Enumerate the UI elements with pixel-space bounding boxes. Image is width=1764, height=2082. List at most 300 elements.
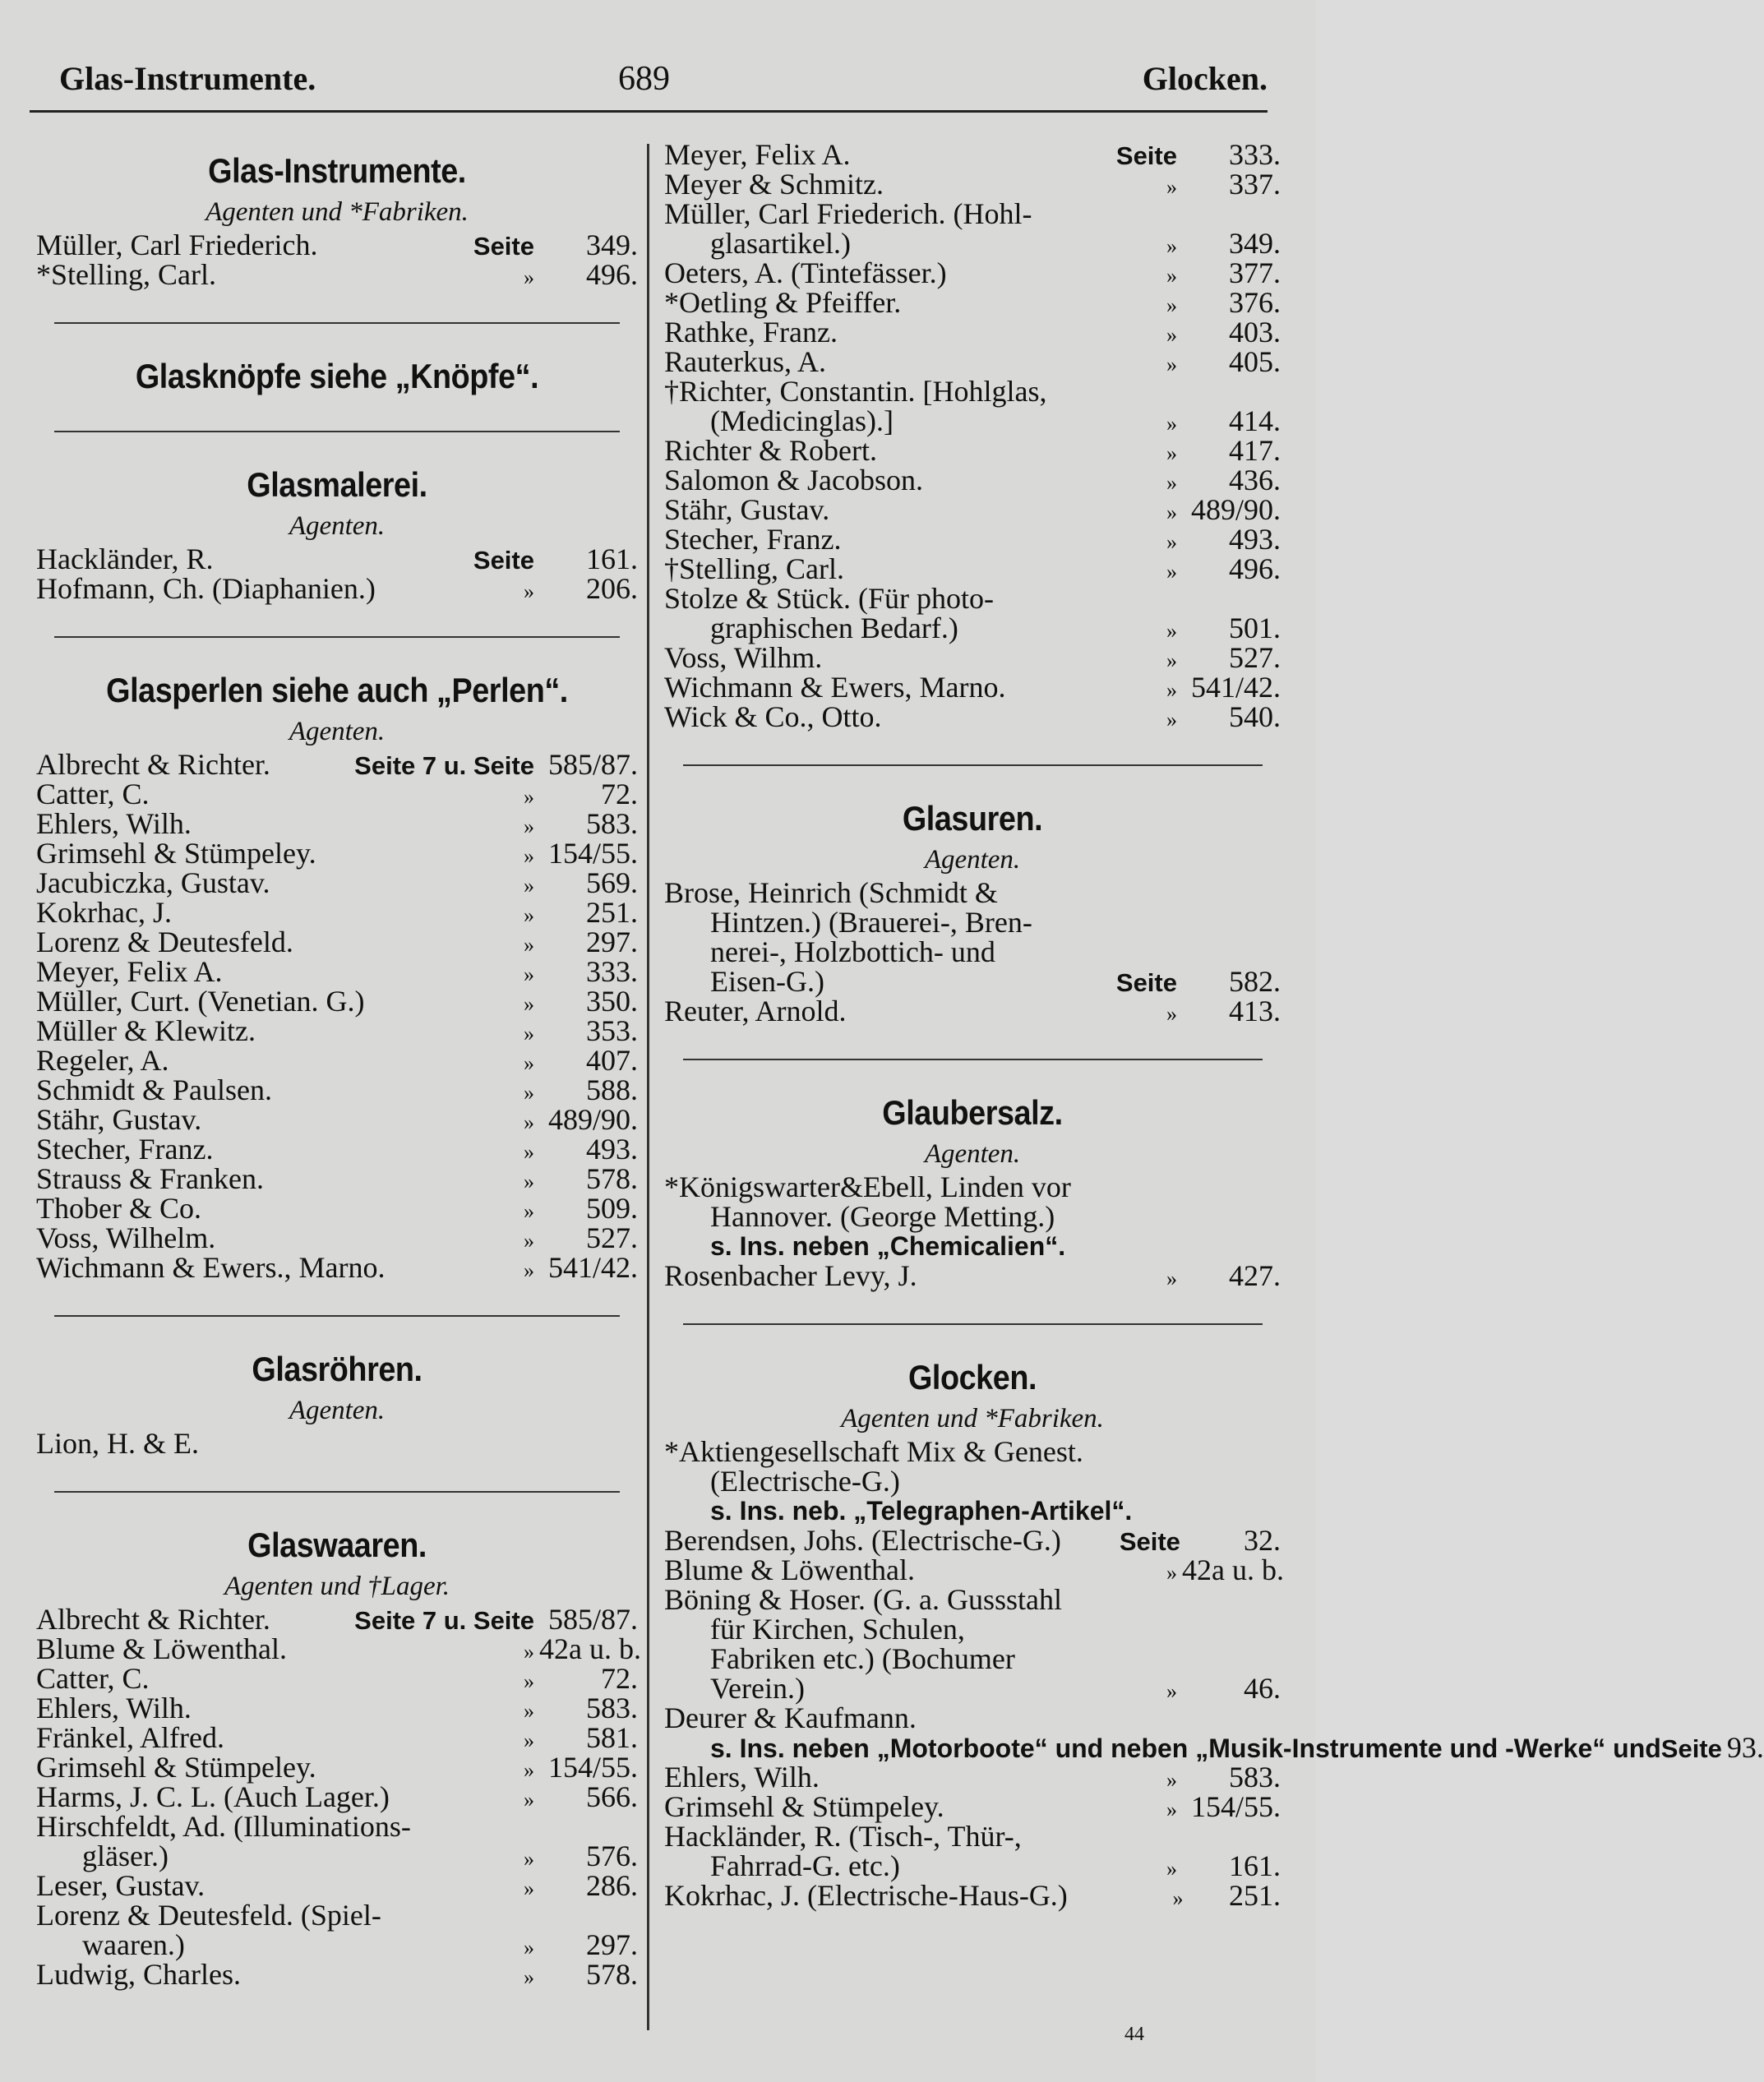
entry-page: 251. [1229, 1879, 1281, 1912]
header-left-keyword: Glas-Instrumente. [59, 60, 316, 97]
entry-page-label: » [524, 1051, 534, 1075]
entry-name: Kokrhac, J. [36, 896, 172, 929]
entry-page-label: Seite [1115, 968, 1177, 997]
entry-line [664, 1496, 1281, 1526]
entry-page-label: » [1166, 323, 1177, 347]
directory-entry [36, 1193, 638, 1223]
directory-entry [664, 1792, 1281, 1821]
entry-name: Wichmann & Ewers, Marno. [664, 671, 1006, 704]
entry-line [36, 1841, 638, 1871]
header-rule [30, 110, 1268, 113]
section-title: Glaubersalz. [882, 1093, 1063, 1132]
entry-page-label: » [524, 963, 534, 986]
directory-entry [36, 1664, 638, 1693]
entry-page-label: » [524, 1081, 534, 1105]
entry-page: 583. [1229, 1761, 1281, 1793]
entry-page: 585/87. [547, 1603, 638, 1636]
entry-name: Albrecht & Richter. [36, 748, 270, 781]
entry-page-label: » [1166, 234, 1177, 258]
directory-entry [36, 1812, 638, 1841]
entry-page-label: Seite [473, 546, 534, 575]
entry-name: Müller & Klewitz. [36, 1014, 256, 1047]
entry-page-label: » [1166, 471, 1177, 495]
entry-page: 588. [586, 1073, 638, 1106]
section-title: Glasknöpfe siehe „Knöpfe“. [135, 357, 539, 395]
entry-name: Reuter, Arnold. [664, 995, 847, 1027]
entry-page: 161. [586, 542, 638, 575]
entry-line [664, 1466, 1281, 1496]
entry-page-label: » [524, 1170, 534, 1193]
entry-page-label: » [1166, 175, 1177, 199]
entry-page: 489/90. [547, 1103, 638, 1136]
entry-page: 32. [1244, 1524, 1281, 1557]
section-divider [683, 764, 1263, 766]
entry-page: 161. [1229, 1849, 1281, 1882]
directory-section [36, 1348, 638, 1458]
directory-section [664, 140, 1281, 732]
entry-continuation: Fabriken etc.) (Bochumer [710, 1642, 1015, 1675]
entry-name: Ludwig, Charles. [36, 1958, 241, 1991]
section-divider [54, 636, 620, 638]
section-title: Glas-Instrumente. [208, 151, 466, 190]
entry-page: 541/42. [1190, 671, 1281, 704]
entry-name: Stolze & Stück. (Für photo- [664, 582, 994, 615]
entry-page-label: » [1166, 412, 1177, 436]
entry-page-label: » [1166, 293, 1177, 317]
entry-name: Stähr, Gustav. [664, 493, 830, 526]
entry-name: Voss, Wilhm. [664, 641, 823, 674]
section-title: Glasmalerei. [247, 465, 427, 504]
entry-page: 527. [586, 1221, 638, 1254]
directory-entry [36, 898, 638, 927]
entry-page: 405. [1229, 345, 1281, 378]
entry-page: 501. [1229, 612, 1281, 644]
entry-name: Hirschfeldt, Ad. (Illuminations- [36, 1810, 411, 1843]
entry-page-label: Seite 7 u. Seite [354, 751, 534, 780]
entry-page: 493. [1229, 523, 1281, 556]
entry-name: *Aktiengesellschaft Mix & Genest. [664, 1435, 1083, 1468]
directory-entry [36, 1223, 638, 1253]
entry-page: 566. [586, 1780, 638, 1813]
header-right-keyword: Glocken. [1142, 60, 1268, 97]
directory-entry [664, 465, 1281, 495]
directory-entry [664, 199, 1281, 229]
entry-page-label: » [524, 1847, 534, 1871]
entry-continuation: glasartikel.) [710, 227, 851, 260]
entry-page-label: » [524, 1140, 534, 1164]
directory-entry [664, 1261, 1281, 1290]
directory-entry [664, 584, 1281, 613]
entry-name: Grimsehl & Stümpeley. [36, 837, 316, 870]
directory-entry [36, 260, 638, 289]
directory-entry [664, 996, 1281, 1026]
entry-name: Blume & Löwenthal. [36, 1632, 287, 1665]
entry-page-label: Seite [473, 232, 534, 261]
directory-entry [36, 1604, 638, 1634]
directory-entry [664, 1821, 1281, 1851]
entry-name: Meyer, Felix A. [664, 138, 851, 171]
directory-entry [664, 1762, 1281, 1792]
entry-page: 407. [586, 1044, 638, 1077]
entry-page: 337. [1229, 168, 1281, 201]
entry-line [664, 1231, 1281, 1261]
directory-entry [664, 347, 1281, 376]
entry-page: 569. [586, 866, 638, 899]
entry-name: Hackländer, R. [36, 542, 214, 575]
directory-entry [36, 1134, 638, 1164]
entry-page-label: » [524, 1965, 534, 1989]
entry-page: 46. [1244, 1672, 1281, 1705]
entry-page-label: » [1166, 1561, 1177, 1585]
entry-name: Albrecht & Richter. [36, 1603, 270, 1636]
entry-name: Müller, Carl Friederich. (Hohl- [664, 197, 1032, 230]
entry-continuation: waaren.) [82, 1928, 185, 1961]
entry-page: 413. [1229, 995, 1281, 1027]
directory-entry [664, 140, 1281, 169]
directory-entry [36, 574, 638, 603]
entry-page-label: » [524, 1758, 534, 1782]
entry-continuation: gläser.) [82, 1840, 169, 1872]
entry-page-label: » [524, 1877, 534, 1900]
entry-name: Schmidt & Paulsen. [36, 1073, 272, 1106]
directory-entry [36, 1164, 638, 1193]
entry-name: Wick & Co., Otto. [664, 700, 882, 733]
directory-entry [664, 672, 1281, 702]
section-divider [54, 322, 620, 324]
section-divider [683, 1323, 1263, 1325]
entry-name: Voss, Wilhelm. [36, 1221, 216, 1254]
entry-page-label: » [1166, 1768, 1177, 1792]
entry-page: 251. [586, 896, 638, 929]
directory-entry [36, 868, 638, 898]
entry-name: Grimsehl & Stümpeley. [36, 1751, 316, 1784]
entry-page-label: » [1166, 1679, 1177, 1703]
entry-page: 436. [1229, 464, 1281, 496]
directory-entry [664, 524, 1281, 554]
entry-page: 72. [601, 778, 638, 810]
directory-entry [36, 986, 638, 1016]
entry-page: 154/55. [547, 837, 638, 870]
entry-page: 527. [1229, 641, 1281, 674]
directory-entry [36, 1752, 638, 1782]
entry-continuation: für Kirchen, Schulen, [710, 1613, 965, 1646]
entry-continuation: Hannover. (George Metting.) [710, 1200, 1055, 1233]
entry-page: 582. [1229, 965, 1281, 998]
directory-entry [36, 838, 638, 868]
directory-entry [664, 169, 1281, 199]
entry-page-label: » [1166, 501, 1177, 524]
entry-name: †Stelling, Carl. [664, 552, 844, 585]
entry-name: Rosenbacher Levy, J. [664, 1259, 917, 1292]
entry-name: Kokrhac, J. (Electrische-Haus-G.) [664, 1879, 1068, 1912]
entry-page-label: » [524, 903, 534, 927]
directory-entry [36, 1429, 638, 1458]
entry-name: Regeler, A. [36, 1044, 169, 1077]
entry-name: Strauss & Franken. [36, 1162, 264, 1195]
entry-name: Grimsehl & Stümpeley. [664, 1790, 944, 1823]
entry-page: 154/55. [547, 1751, 638, 1784]
entry-continuation: Eisen-G.) [710, 965, 824, 998]
section-subtitle: Agenten und *Fabriken. [841, 1404, 1104, 1433]
entry-name: Lorenz & Deutesfeld. (Spiel- [36, 1899, 381, 1932]
directory-entry [664, 288, 1281, 317]
directory-entry [664, 1437, 1281, 1466]
section-divider [54, 1315, 620, 1317]
entry-page: 350. [586, 985, 638, 1018]
directory-entry [36, 779, 638, 809]
directory-entry [664, 1703, 1281, 1733]
entry-name: Meyer & Schmitz. [664, 168, 884, 201]
directory-entry [36, 544, 638, 574]
directory-entry [36, 1900, 638, 1930]
entry-name: Wichmann & Ewers., Marno. [36, 1251, 386, 1284]
entry-name: Stecher, Franz. [36, 1133, 214, 1166]
entry-name: Lion, H. & E. [36, 1427, 199, 1460]
entry-page: 414. [1229, 404, 1281, 437]
directory-entry [36, 1871, 638, 1900]
entry-page: 403. [1229, 316, 1281, 349]
entry-name: Hofmann, Ch. (Diaphanien.) [36, 572, 376, 605]
entry-page-label: » [524, 992, 534, 1016]
entry-line [664, 1614, 1281, 1644]
section-subtitle: Agenten und †Lager. [224, 1572, 450, 1601]
directory-entry [36, 1960, 638, 1989]
entry-continuation: Fahrrad-G. etc.) [710, 1849, 900, 1882]
left-column [36, 140, 641, 1991]
entry-name: Leser, Gustav. [36, 1869, 205, 1902]
entry-line [664, 229, 1281, 258]
entry-name: Thober & Co. [36, 1192, 201, 1225]
signature-mark: 44 [1124, 2024, 1144, 2045]
entry-page-label: » [1166, 708, 1177, 732]
entry-page: 72. [601, 1662, 638, 1695]
entry-page: 578. [586, 1162, 638, 1195]
entry-page: 377. [1229, 256, 1281, 289]
entry-name: Müller, Carl Friederich. [36, 229, 318, 261]
entry-page: 333. [1229, 138, 1281, 171]
entry-page: 427. [1229, 1259, 1281, 1292]
entry-page-label: » [524, 1022, 534, 1046]
entry-page: 93. [1726, 1731, 1764, 1764]
entry-name: Hackländer, R. (Tisch-, Thür-, [664, 1820, 1022, 1853]
directory-section [36, 464, 638, 603]
entry-line [664, 1851, 1281, 1881]
entry-page-label: » [1166, 353, 1177, 376]
directory-entry [36, 1782, 638, 1812]
entry-continuation: nerei-, Holzbottich- und [710, 935, 995, 968]
entry-page: 496. [586, 258, 638, 291]
entry-page: 42a u. b. [539, 1632, 641, 1665]
directory-section [664, 797, 1281, 1026]
entry-page: 206. [586, 572, 638, 605]
entry-page-label: » [524, 1229, 534, 1253]
entry-name: Meyer, Felix A. [36, 955, 223, 988]
entry-page-label: » [524, 1640, 534, 1664]
entry-page: 297. [586, 1928, 638, 1961]
entry-page-label: » [524, 815, 534, 838]
directory-entry [36, 1016, 638, 1046]
entry-name: Catter, C. [36, 778, 150, 810]
entry-page-label: » [524, 1788, 534, 1812]
directory-entry [36, 230, 638, 260]
directory-entry [664, 554, 1281, 584]
entry-page: 509. [586, 1192, 638, 1225]
directory-entry [664, 436, 1281, 465]
entry-line [664, 1673, 1281, 1703]
entry-name: Lorenz & Deutesfeld. [36, 926, 293, 958]
section-title: Glasuren. [902, 799, 1043, 838]
entry-name: Stähr, Gustav. [36, 1103, 202, 1136]
entry-page-label: » [524, 579, 534, 603]
entry-continuation: (Medicinglas).] [710, 404, 894, 437]
entry-page-label: » [524, 1199, 534, 1223]
entry-page-label: » [524, 1936, 534, 1960]
entry-continuation: (Electrische-G.) [710, 1465, 900, 1498]
entry-page-label: » [1166, 264, 1177, 288]
entry-page-label: » [1166, 649, 1177, 672]
entry-page-label: » [524, 785, 534, 809]
directory-entry [36, 1693, 638, 1723]
directory-entry [664, 702, 1281, 732]
entry-line [664, 1644, 1281, 1673]
entry-page: 349. [1229, 227, 1281, 260]
entry-name: Müller, Curt. (Venetian. G.) [36, 985, 365, 1018]
entry-page-label: » [524, 1110, 534, 1134]
entry-page: 581. [586, 1721, 638, 1754]
entry-page-label: » [1166, 1857, 1177, 1881]
entry-line [664, 937, 1281, 967]
entry-name: Ehlers, Wilh. [664, 1761, 820, 1793]
entry-name: †Richter, Constantin. [Hohlglas, [664, 375, 1047, 408]
directory-section [664, 1092, 1281, 1290]
entry-name: Salomon & Jacobson. [664, 464, 923, 496]
entry-line [664, 613, 1281, 643]
entry-line [664, 907, 1281, 937]
entry-line [36, 1930, 638, 1960]
entry-page-label: » [524, 1258, 534, 1282]
section-divider [54, 431, 620, 432]
entry-page: 333. [586, 955, 638, 988]
entry-page-label: » [1166, 1002, 1177, 1026]
entry-page-label: Seite [1115, 141, 1177, 170]
entry-name: *Königswarter&Ebell, Linden vor [664, 1170, 1071, 1203]
entry-name: Blume & Löwenthal. [664, 1553, 915, 1586]
entry-page-label: » [524, 265, 534, 289]
entry-page-label: Seite [1660, 1734, 1722, 1763]
section-title: Glasröhren. [252, 1350, 423, 1388]
section-subtitle: Agenten. [289, 511, 386, 541]
directory-entry [36, 1105, 638, 1134]
section-subtitle: Agenten und *Fabriken. [205, 197, 469, 227]
entry-page-label: » [1166, 619, 1177, 643]
entry-line [664, 1731, 1764, 1764]
entry-page: 496. [1229, 552, 1281, 585]
directory-entry [664, 317, 1281, 347]
entry-page-label: » [524, 933, 534, 957]
section-divider [683, 1059, 1263, 1060]
entry-line [664, 967, 1281, 996]
entry-page-label: » [1172, 1886, 1184, 1910]
directory-entry [36, 1075, 638, 1105]
entry-page: 353. [586, 1014, 638, 1047]
entry-insert-note: s. Ins. neben „Chemicalien“. [710, 1231, 1066, 1261]
entry-page: 489/90. [1190, 493, 1281, 526]
directory-entry [664, 1585, 1281, 1614]
section-divider [54, 1491, 620, 1493]
entry-name: Ehlers, Wilh. [36, 1692, 192, 1724]
entry-name: Brose, Heinrich (Schmidt & [664, 876, 998, 909]
directory-entry [36, 809, 638, 838]
directory-entry [664, 1553, 1284, 1586]
entry-page-label: » [1166, 1267, 1177, 1290]
entry-page: 417. [1229, 434, 1281, 467]
entry-name: Berendsen, Johs. (Electrische-G.) [664, 1524, 1061, 1557]
directory-section [36, 1524, 641, 1991]
entry-page-label: » [524, 1729, 534, 1752]
directory-entry [664, 1172, 1281, 1202]
entry-page: 286. [586, 1869, 638, 1902]
entry-page-label: Seite 7 u. Seite [354, 1606, 534, 1635]
directory-section [36, 150, 638, 289]
entry-page: 540. [1229, 700, 1281, 733]
directory-entry [664, 376, 1281, 406]
entry-page: 376. [1229, 286, 1281, 319]
entry-line [664, 406, 1281, 436]
entry-continuation: graphischen Bedarf.) [710, 612, 958, 644]
entry-page-label: » [524, 1669, 534, 1693]
entry-page: 493. [586, 1133, 638, 1166]
entry-continuation: Verein.) [710, 1672, 805, 1705]
entry-name: Harms, J. C. L. (Auch Lager.) [36, 1780, 390, 1813]
entry-page: 541/42. [547, 1251, 638, 1284]
entry-name: Jacubiczka, Gustav. [36, 866, 270, 899]
entry-insert-note: s. Ins. neben „Motorboote“ und neben „Musik-Instrumente und -Werke“ und [710, 1733, 1661, 1763]
entry-page: 349. [586, 229, 638, 261]
directory-entry [664, 258, 1281, 288]
entry-page-label: » [1166, 1798, 1177, 1821]
entry-page-label: » [524, 874, 534, 898]
section-subtitle: Agenten. [289, 1396, 386, 1425]
directory-entry [36, 750, 638, 779]
directory-entry [36, 1723, 638, 1752]
entry-page: 585/87. [547, 748, 638, 781]
directory-section [36, 355, 638, 398]
directory-entry [664, 878, 1281, 907]
entry-name: Rathke, Franz. [664, 316, 838, 349]
section-subtitle: Agenten. [924, 1139, 1021, 1169]
entry-page-label: » [524, 844, 534, 868]
entry-page-label: » [1166, 560, 1177, 584]
directory-entry [36, 1253, 638, 1282]
entry-insert-note: s. Ins. neb. „Telegraphen-Artikel“. [710, 1496, 1133, 1526]
directory-section [36, 669, 638, 1282]
directory-entry [36, 927, 638, 957]
entry-name: Deurer & Kaufmann. [664, 1701, 917, 1734]
entry-page-label: » [1166, 441, 1177, 465]
entry-page-label: » [524, 1699, 534, 1723]
entry-name: *Stelling, Carl. [36, 258, 216, 291]
directory-section [664, 1356, 1764, 1912]
entry-name: Böning & Hoser. (G. a. Gussstahl [664, 1583, 1062, 1616]
entry-line [664, 1202, 1281, 1231]
running-header [59, 59, 1268, 108]
entry-page-label: » [1166, 530, 1177, 554]
directory-entry [36, 1046, 638, 1075]
page-number: 689 [618, 60, 670, 98]
entry-name: Oeters, A. (Tintefässer.) [664, 256, 947, 289]
section-title: Glocken. [907, 1358, 1037, 1396]
entry-name: Rauterkus, A. [664, 345, 826, 378]
